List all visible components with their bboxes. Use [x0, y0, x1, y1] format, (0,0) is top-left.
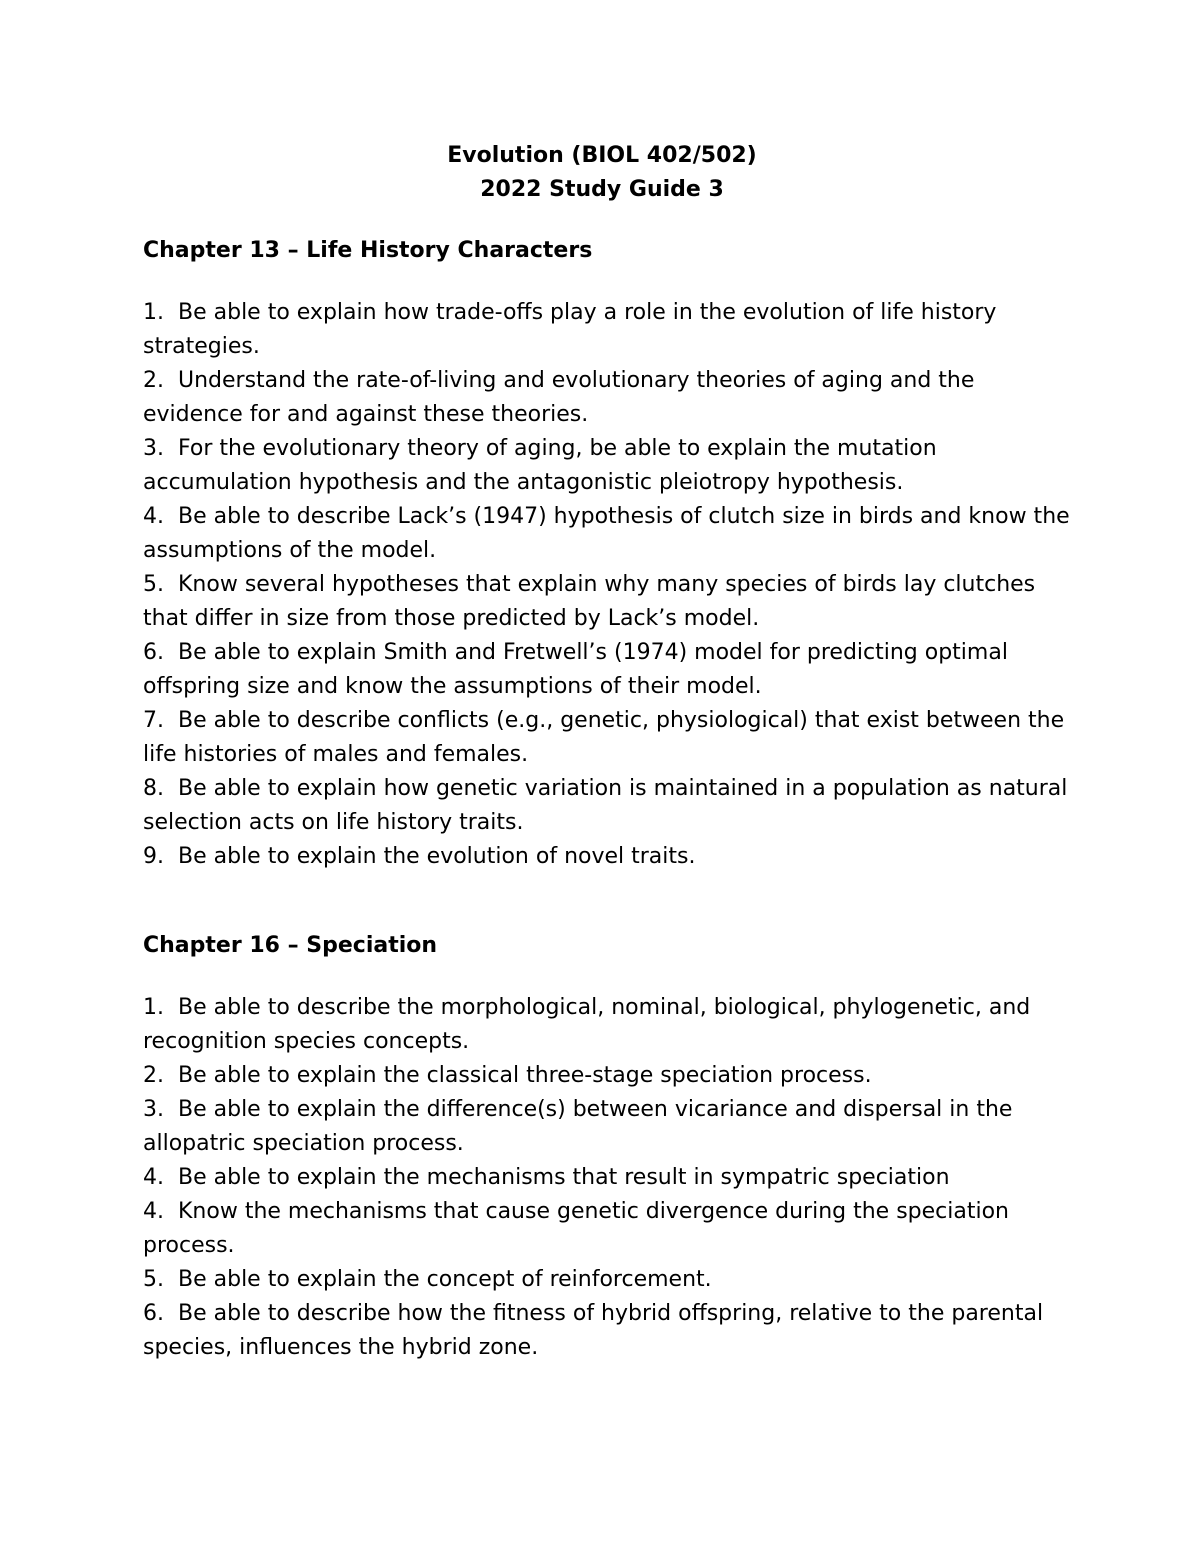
- item-text: Be able to describe how the fitness of hybrid offspring, relative to the parental species, influences the hybrid zone.: [143, 1301, 1044, 1360]
- item-number: 7.: [143, 708, 164, 733]
- chapter-16-heading: Chapter 16 – Speciation: [143, 933, 438, 958]
- item-number: 2.: [143, 368, 164, 393]
- list-item: [143, 1195, 1073, 1263]
- list-item: [143, 1263, 1073, 1297]
- item-number: 3.: [143, 1097, 164, 1122]
- item-text: Know the mechanisms that cause genetic divergence during the speciation process.: [143, 1199, 1010, 1258]
- item-number: 1.: [143, 995, 164, 1020]
- document-title: Evolution (BIOL 402/502): [447, 143, 757, 168]
- list-item: [143, 840, 1073, 874]
- chapter-13-heading: Chapter 13 – Life History Characters: [143, 238, 593, 263]
- item-number: 9.: [143, 844, 164, 869]
- list-item: [143, 500, 1073, 568]
- list-item: [143, 1059, 1073, 1093]
- item-text: Be able to explain how genetic variation is maintained in a population as natural selection acts on life history traits.: [143, 776, 1068, 835]
- item-number: 1.: [143, 300, 164, 325]
- item-text: Be able to explain the mechanisms that result in sympatric speciation: [178, 1165, 950, 1190]
- item-number: 2.: [143, 1063, 164, 1088]
- list-item: [143, 772, 1073, 840]
- item-number: 4.: [143, 504, 164, 529]
- item-text: Be able to explain the evolution of novel traits.: [178, 844, 696, 869]
- item-text: Be able to explain the difference(s) between vicariance and dispersal in the allopatric speciation process.: [143, 1097, 1013, 1156]
- item-number: 5.: [143, 1267, 164, 1292]
- item-number: 4.: [143, 1165, 164, 1190]
- item-number: 4.: [143, 1199, 164, 1224]
- item-number: 6.: [143, 1301, 164, 1326]
- item-text: Be able to explain the concept of reinforcement.: [178, 1267, 712, 1292]
- list-item: [143, 296, 1073, 364]
- item-text: Be able to describe the morphological, nominal, biological, phylogenetic, and recognition species concepts.: [143, 995, 1031, 1054]
- item-number: 3.: [143, 436, 164, 461]
- list-item: [143, 1161, 1073, 1195]
- chapter-16-list: [143, 991, 1073, 1365]
- item-text: Understand the rate-of-living and evolutionary theories of aging and the evidence for and against these theories.: [143, 368, 975, 427]
- list-item: [143, 636, 1073, 704]
- item-number: 6.: [143, 640, 164, 665]
- item-text: Be able to describe conflicts (e.g., genetic, physiological) that exist between the life histories of males and females.: [143, 708, 1065, 767]
- list-item: [143, 1297, 1073, 1365]
- item-text: For the evolutionary theory of aging, be able to explain the mutation accumulation hypothesis and the antagonistic pleiotropy hypothesis.: [143, 436, 937, 495]
- list-item: [143, 1093, 1073, 1161]
- item-text: Be able to explain the classical three-stage speciation process.: [178, 1063, 872, 1088]
- list-item: [143, 568, 1073, 636]
- list-item: [143, 991, 1073, 1059]
- list-item: [143, 704, 1073, 772]
- item-text: Know several hypotheses that explain why many species of birds lay clutches that differ in size from those predicted by Lack’s model.: [143, 572, 1036, 631]
- list-item: [143, 432, 1073, 500]
- document-subtitle: 2022 Study Guide 3: [480, 177, 724, 202]
- list-item: [143, 364, 1073, 432]
- item-text: Be able to explain how trade-offs play a role in the evolution of life history strategies.: [143, 300, 997, 359]
- item-text: Be able to explain Smith and Fretwell’s (1974) model for predicting optimal offspring size and know the assumptions of their model.: [143, 640, 1008, 699]
- item-number: 5.: [143, 572, 164, 597]
- item-number: 8.: [143, 776, 164, 801]
- item-text: Be able to describe Lack’s (1947) hypothesis of clutch size in birds and know the assumptions of the model.: [143, 504, 1070, 563]
- chapter-13-list: [143, 296, 1073, 874]
